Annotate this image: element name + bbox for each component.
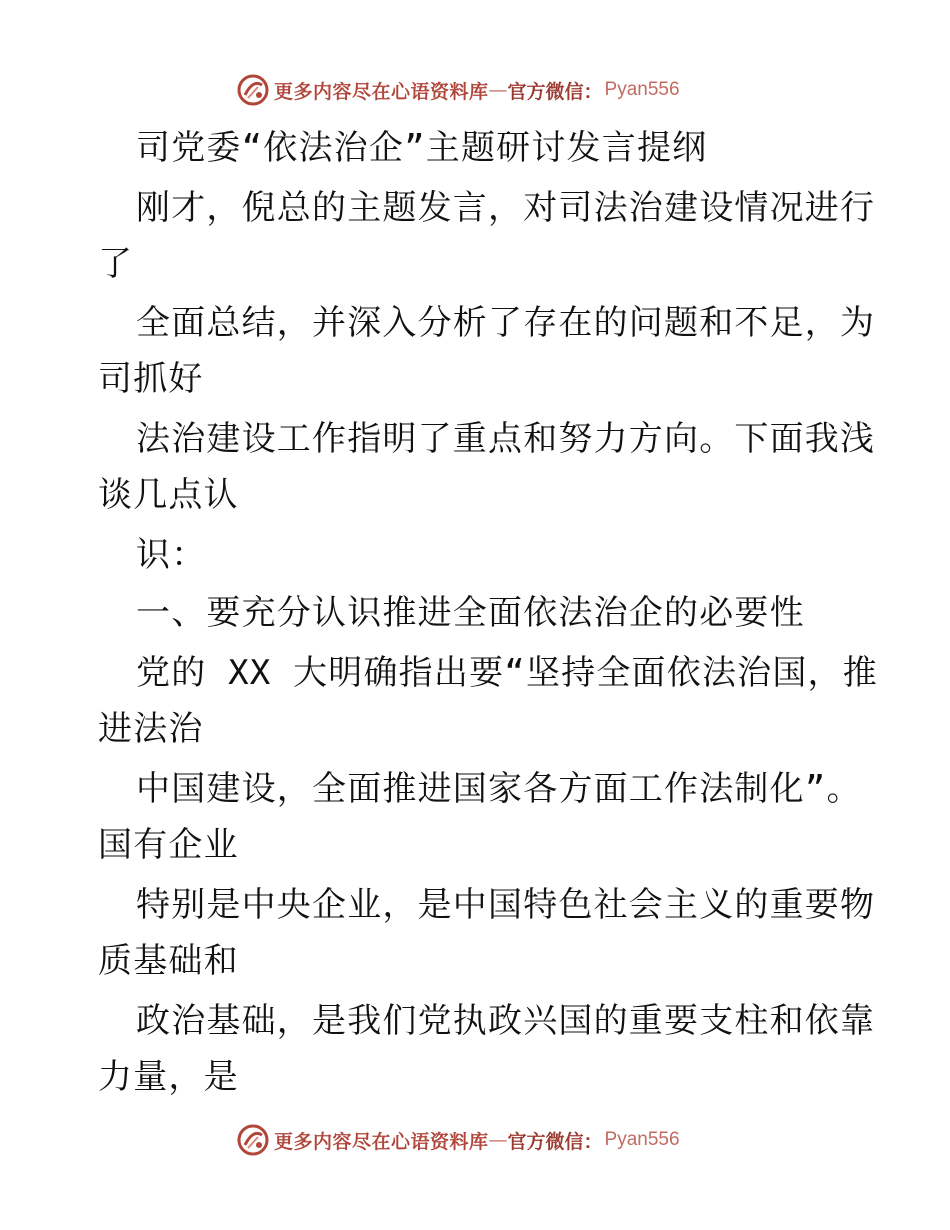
watermark-id: Pyan556	[604, 1129, 680, 1150]
logo-icon	[236, 1123, 270, 1157]
section-heading: 一、要充分认识推进全面依法治企的必要性	[136, 593, 805, 633]
text-line: 识：	[136, 535, 207, 575]
watermark-dash: —	[488, 79, 508, 101]
footer-watermark	[236, 1122, 680, 1158]
watermark-sub-text: 官方微信：	[507, 1130, 603, 1153]
header-watermark	[236, 72, 680, 108]
text-line: 司抓好	[98, 359, 204, 399]
document-title: 司党委“依法治企”主题研讨发言提纲	[136, 128, 708, 168]
logo-icon	[236, 73, 270, 107]
text-line: 中国建设，全面推进国家各方面工作法制化”。	[136, 769, 862, 809]
text-line: 全面总结，并深入分析了存在的问题和不足，为	[136, 303, 876, 343]
text-line: 法治建设工作指明了重点和努力方向。下面我浅	[136, 419, 876, 459]
text-line: 进法治	[98, 709, 204, 749]
text-line: 力量，是	[98, 1057, 239, 1097]
watermark-main-text: 更多内容尽在心语资料库	[274, 80, 489, 103]
watermark-main-text: 更多内容尽在心语资料库	[274, 1130, 489, 1153]
watermark-sub-text: 官方微信：	[507, 80, 603, 103]
text-line: 国有企业	[98, 825, 239, 865]
watermark-dash: —	[488, 1129, 508, 1151]
text-line: 刚才，倪总的主题发言，对司法治建设情况进行	[136, 188, 876, 228]
text-line: 特别是中央企业，是中国特色社会主义的重要物	[136, 885, 876, 925]
text-line: 了	[98, 244, 134, 284]
watermark-id: Pyan556	[604, 79, 680, 100]
text-line: 谈几点认	[98, 475, 239, 515]
text-line: 质基础和	[98, 941, 239, 981]
text-line: 政治基础，是我们党执政兴国的重要支柱和依靠	[136, 1001, 876, 1041]
text-line: 党的 XX 大明确指出要“坚持全面依法治国，推	[136, 653, 878, 693]
